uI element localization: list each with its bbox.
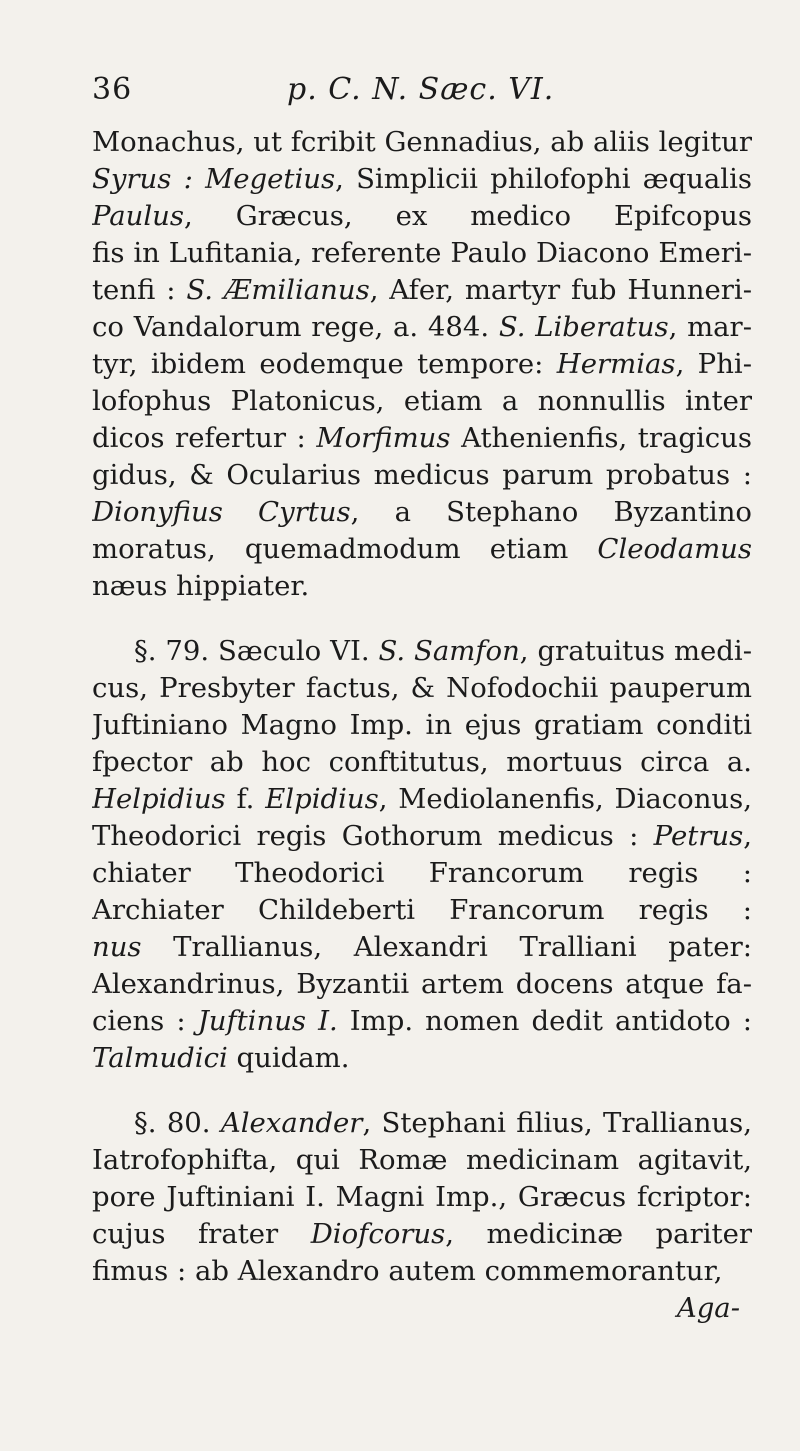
italic-name: S. Liberatus	[498, 311, 669, 343]
italic-name: Petrus	[653, 820, 744, 852]
text-line	[92, 1253, 752, 1290]
italic-name: Elpidius	[265, 783, 379, 815]
text-run: Theodorici regis Gothorum medicus :	[92, 820, 654, 852]
text-line	[92, 966, 752, 1003]
text-line	[92, 235, 752, 272]
body-text	[92, 124, 752, 1327]
italic-name: Dionyfius Cyrtus	[92, 496, 351, 528]
text-run: , a Stephano Byzantino	[350, 496, 752, 528]
page-number: 36	[92, 72, 133, 107]
text-line	[92, 1040, 752, 1077]
text-run: moratus, quemadmodum etiam	[92, 533, 598, 565]
text-line	[92, 420, 752, 457]
text-line	[92, 1105, 752, 1142]
italic-name: Morfimus	[316, 422, 451, 454]
text-run: , Mediolanenfis, Diaconus,	[378, 783, 752, 815]
text-run: , Phi-	[675, 348, 752, 380]
text-run: fpector ab hoc conftitutus, mortuus circa a.	[92, 746, 752, 778]
italic-name: Megetius	[205, 163, 336, 195]
text-run: dicos refertur :	[92, 422, 317, 454]
text-run: fis in Lufitania, referente Paulo Diacono Emeri-	[92, 237, 752, 269]
text-line	[92, 781, 752, 818]
paragraph	[92, 1105, 752, 1290]
text-run: Alexandrinus, Byzantii artem docens atque fa-	[92, 968, 752, 1000]
text-line	[92, 457, 752, 494]
italic-name: Hermias	[556, 348, 676, 380]
text-line	[92, 1142, 752, 1179]
text-line	[92, 383, 752, 420]
italic-name: S. Æmilianus	[186, 274, 370, 306]
text-run: co Vandalorum rege, a. 484.	[92, 311, 499, 343]
text-run: gidus, & Ocularius medicus parum probatus :	[92, 459, 752, 491]
italic-name: Juftinus I.	[197, 1005, 338, 1037]
italic-name: Syrus :	[92, 163, 193, 195]
text-run: , Stephani filius, Trallianus,	[362, 1107, 752, 1139]
text-line	[92, 198, 752, 235]
text-run: fimus : ab Alexandro autem commemorantur,	[92, 1255, 723, 1287]
text-run: §. 79. Sæculo VI.	[134, 635, 379, 667]
text-run: , Simplicii philofophi æqualis	[335, 163, 752, 195]
text-run: , mar-	[668, 311, 752, 343]
catchword: Aga-	[676, 1292, 740, 1324]
italic-name: Cleodamus	[597, 533, 752, 565]
text-run: cus, Presbyter factus, & Nofodochii pauperum	[92, 672, 752, 704]
text-run: chiater Theodorici Francorum regis :	[92, 857, 752, 889]
text-run: ciens :	[92, 1005, 198, 1037]
text-line	[92, 670, 752, 707]
paragraph	[92, 633, 752, 1077]
text-line	[92, 1003, 752, 1040]
text-run: Monachus, ut fcribit Gennadius, ab aliis legitur	[92, 126, 752, 158]
paragraph	[92, 124, 752, 605]
italic-name: Alexander	[220, 1107, 363, 1139]
text-run: tyr, ibidem eodemque tempore:	[92, 348, 557, 380]
running-head	[92, 72, 732, 116]
text-run: , medicinæ pariter	[445, 1218, 752, 1250]
text-line	[92, 818, 752, 855]
text-line	[92, 568, 752, 605]
text-run: Iatrofophifta, qui Romæ medicinam agitavit,	[92, 1144, 752, 1176]
text-run: ,	[743, 820, 752, 852]
text-line	[92, 309, 752, 346]
text-line	[92, 161, 752, 198]
text-run: tenfi :	[92, 274, 187, 306]
text-run: , Afer, martyr fub Hunneri-	[369, 274, 752, 306]
text-line	[92, 707, 752, 744]
text-run: lofophus Platonicus, etiam a nonnullis inter	[92, 385, 752, 417]
text-run: Archiater Childeberti Francorum regis :	[92, 894, 752, 926]
running-title: p. C. N. Sæc. VI.	[287, 72, 555, 107]
text-run: cujus frater	[92, 1218, 311, 1250]
text-line	[92, 929, 752, 966]
text-line	[92, 744, 752, 781]
italic-name: Talmudici	[92, 1042, 228, 1074]
italic-name: nus	[92, 931, 142, 963]
text-run: , Græcus, ex medico Epifcopus	[184, 200, 752, 232]
text-line	[92, 124, 752, 161]
text-line	[92, 633, 752, 670]
italic-name: Paulus	[92, 200, 184, 232]
text-run: pore Juftiniani I. Magni Imp., Græcus fcriptor:	[92, 1181, 752, 1213]
italic-name: S. Samfon	[378, 635, 520, 667]
text-line	[92, 892, 752, 929]
italic-name: Helpidius	[92, 783, 226, 815]
text-run: quidam.	[227, 1042, 350, 1074]
text-run: Athenienfis, tragicus	[461, 422, 752, 454]
text-line	[92, 1216, 752, 1253]
text-run: Juftiniano Magno Imp. in ejus gratiam conditi	[92, 709, 752, 741]
text-run: næus hippiater.	[92, 570, 310, 602]
text-run: Imp. nomen dedit antidoto :	[337, 1005, 752, 1037]
text-run: , gratuitus medi-	[519, 635, 752, 667]
text-line	[92, 531, 752, 568]
italic-name: Diofcorus	[310, 1218, 446, 1250]
text-run: f.	[225, 783, 266, 815]
text-run: Trallianus, Alexandri Tralliani pater:	[141, 931, 752, 963]
text-run	[193, 163, 205, 195]
text-run: §. 80.	[134, 1107, 221, 1139]
text-line	[92, 1179, 752, 1216]
text-line	[92, 346, 752, 383]
text-line	[92, 272, 752, 309]
text-line	[92, 494, 752, 531]
text-line	[92, 855, 752, 892]
